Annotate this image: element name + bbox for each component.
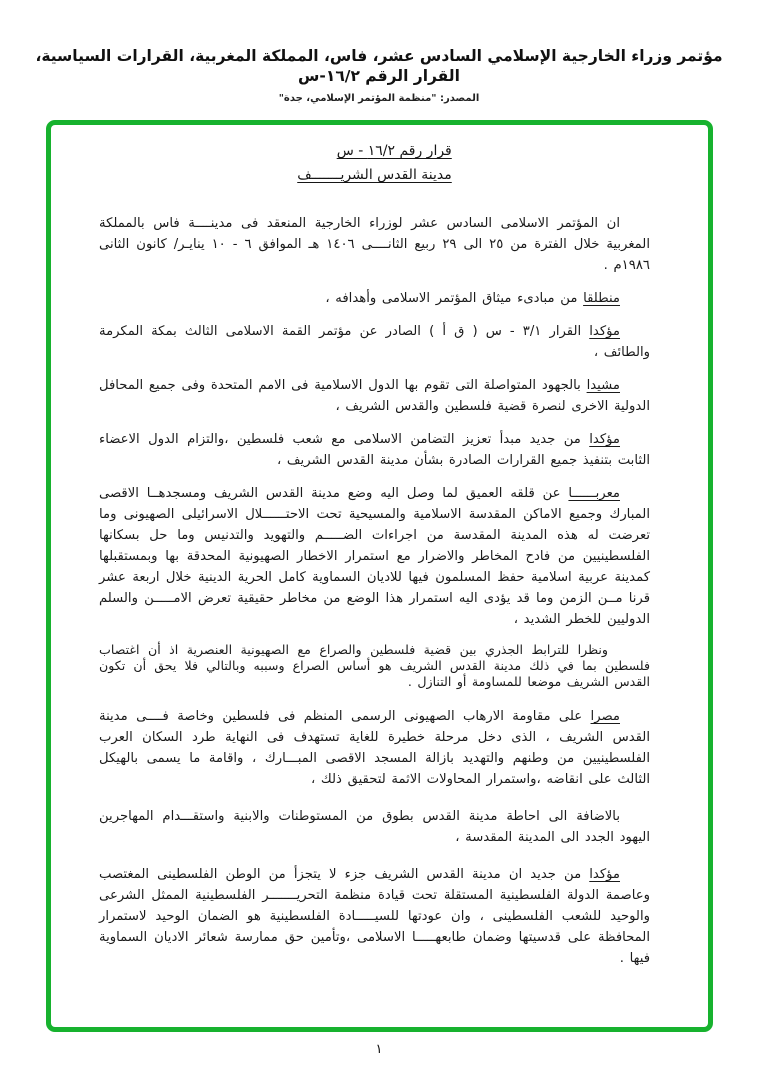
paragraph-lead-word: منطلقا (583, 291, 620, 306)
paragraph (99, 706, 650, 790)
paragraph (99, 213, 650, 276)
paragraph (99, 288, 650, 309)
paragraph-lead-word: مشيدا (586, 378, 620, 393)
paragraph-text: من جديد ان مدينة القدس الشريف جزء لا يتجزأ من الوطن الفلسطينى المغتصب وعاصمة الدولة الفلسطينية المستقلة تحت قيادة منظمة التحريـــــــر الفلسطينية الممثل الشرعى والوحيد للشعب الفلسطينى ، وان عودتها للسيـــــادة الفلسطينية هو الضمان الوحيد لاستمرار المحافظة على قدسيتها وضمان طابعهـــــا الاسلامى ،وتأمين حق ممارسة شعائر الاديان السماوية فيها . (99, 867, 650, 966)
paragraph-text: عن قلقه العميق لما وصل اليه وضع مدينة القدس الشريف ومسجدهــا الاقصى المبارك وجميع الاماكن المقدسة الاسلامية والمسيحية تحت الاحتــــــلال الاسرائيلى الصهيونى وما تعرضت له هذه المدينة المقدسة من اجراءات الضـــــم والتهويد والتدنيس وما حل بسكانها الفلسطينيين من فادح المخاطر والاضرار مع استمرار الاخطار الصهيونية المحدقة بها وبمستقبلها كمدينة عربية اسلامية حفظ المسلمون فيها للاديان السماوية كامل الحرية الدينية خلال اربعة عشر قرنا مــن الزمن وما قد يؤدى اليه استمرار هذا الوضع من مخاطر حقيقية تعرض الامـــــن والسلم الدوليين للخطر الشديد ، (99, 486, 650, 627)
paragraph-text: بالجهود المتواصلة التى تقوم بها الدول الاسلامية فى الامم المتحدة وفى جميع المحافل الدولية الاخرى لنصرة قضية فلسطين والقدس الشريف ، (99, 378, 650, 414)
page-number: ١ (375, 1042, 383, 1057)
paragraph (99, 321, 650, 363)
paragraph-text: من مبادىء ميثاق المؤتمر الاسلامى وأهدافه ، (325, 291, 584, 306)
paragraph-text: القرار ٣/١ - س ( ق أ ) الصادر عن مؤتمر القمة الاسلامى الثالث بمكة المكرمة والطائف ، (99, 324, 650, 360)
paragraph-lead-word: معربــــــا (568, 486, 620, 501)
document-source-line: المصدر: "منظمة المؤتمر الإسلامي، جدة" (278, 93, 480, 104)
paragraph-text: ان المؤتمر الاسلامى السادس عشر لوزراء الخارجية المنعقد فى مدينــــة فاس بالمملكة المغربية خلال الفترة من ٢٥ الى ٢٩ ربيع الثانــــى ١٤٠٦ هـ الموافق ٦ - ١٠ ينايـر/ كانون الثانى ١٩٨٦م . (99, 216, 650, 273)
paragraph-text: من جديد مبدأ تعزيز التضامن الاسلامى مع شعب فلسطين ،والتزام الدول الاعضاء الثابت بتنفيذ جميع القرارات الصادرة بشأن مدينة القدس الشريف ، (99, 432, 650, 468)
paragraph-lead-word: مؤكدا (589, 867, 620, 882)
paragraph-text: بالاضافة الى احاطة مدينة القدس بطوق من المستوطنات والابنية واستقـــدام المهاجرين اليهود الجدد الى المدينة المقدسة ، (99, 809, 650, 845)
resolution-title-subject: مدينة القدس الشريـــــــف (297, 167, 452, 183)
paragraph (99, 483, 650, 630)
document-frame (46, 120, 713, 1032)
paragraph (99, 806, 650, 848)
paragraph-lead-word: مؤكدا (589, 432, 620, 447)
document-citation: مؤتمر وزراء الخارجية الإسلامي السادس عشر، فاس، المملكة المغربية، القرارات السياسية، القرار الرقم ١٦/٢-س (35, 47, 723, 85)
paragraph (99, 375, 650, 417)
resolution-title-number: قرار رقم ١٦/٢ - س (336, 143, 452, 159)
paragraph (99, 642, 650, 690)
resolution-title (297, 139, 452, 187)
paragraph-lead-word: مؤكدا (589, 324, 620, 339)
resolution-body (99, 213, 650, 969)
paragraph (99, 429, 650, 471)
paragraph-text: ونظرا للترابط الجذري بين قضية فلسطين والصراع مع الصهيونية العنصرية اذ أن اغتصاب فلسطين بما في ذلك مدينة القدس الشريف هو أساس الصراع وسببه وبالتالي فلا يحق أن تكون القدس الشريف موضعا للمساومة أو التنازل . (99, 642, 650, 689)
paragraph (99, 864, 650, 969)
paragraph-text: على مقاومة الارهاب الصهيونى الرسمى المنظم فى فلسطين وخاصة فــــى مدينة القدس الشريف ، الذى دخل مرحلة خطيرة للغاية تستهدف فى النهاية طرد السكان العرب الفلسطينيين من وطنهم والتهديد بازالة المسجد الاقصى المبـــارك ، واقامة ما يسمى بالهيكل الثالث على انقاضه ،واستمرار المحاولات الاثمة لتحقيق ذلك ، (99, 709, 650, 787)
paragraph-lead-word: مصرا (590, 709, 620, 724)
